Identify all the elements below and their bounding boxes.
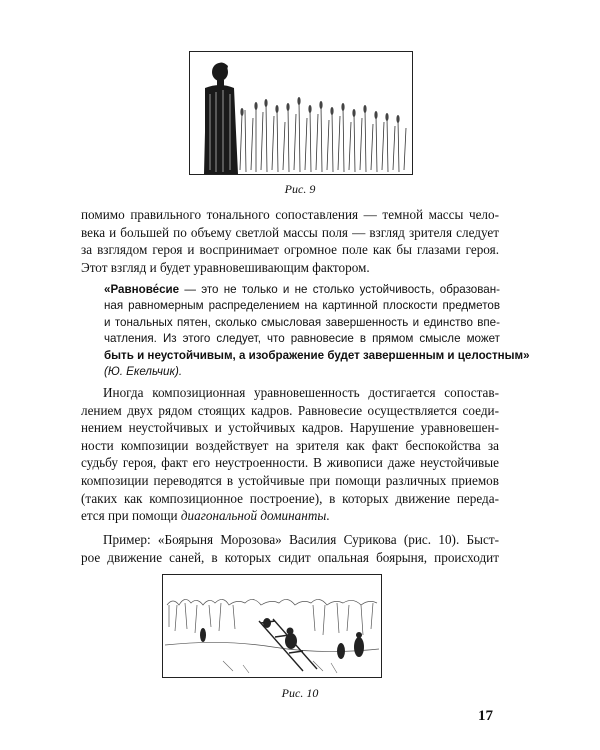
quote-line-1-rest: — это не только и не столько устойчивость, образован- <box>179 283 500 296</box>
paragraph-2-line: судьбу героя, факт его неустроенности. В живописи даже неустойчивые <box>81 455 499 471</box>
paragraph-2-line: (таких как композиционное построение), в которых движение переда- <box>81 490 499 506</box>
figure-10-illustration <box>162 574 382 678</box>
paragraph-1 <box>81 206 499 276</box>
figure-9-caption: Рис. 9 <box>284 182 316 196</box>
paragraph-2-line: Иногда композиционная уравновешенность достигается сопостав- <box>103 385 499 400</box>
quote-bold-line: быть и неустойчивым, а изображение будет завершенным и целостным» <box>104 348 530 362</box>
quote-line <box>104 282 500 298</box>
quote-line: чатления. Из этого следует, что равновесие в прямом смысле может <box>104 332 500 346</box>
figure-10-caption: Рис. 10 <box>281 686 319 700</box>
diagonal-dominant-term: диагональной доминанты <box>180 508 327 524</box>
paragraph-1-line: за взглядом героя и воспринимает огромное поле как бы глазами героя. <box>81 242 499 258</box>
paragraph-2-line: нением неустойчивых и устойчивых кадров. Нарушение уравновешен- <box>81 420 499 436</box>
paragraph-3-line: рое движение саней, в которых сидит опальная боярыня, происходит <box>81 549 499 565</box>
figure-9-illustration <box>189 51 413 175</box>
paragraph-2-last-start: ется при помощи <box>81 508 181 524</box>
paragraph-3-line: Пример: «Боярыня Морозова» Василия Сурикова (рис. 10). Быст- <box>103 532 499 547</box>
definition-quote <box>104 282 530 380</box>
paragraph-2-line <box>81 507 499 525</box>
page-number: 17 <box>478 708 493 724</box>
paragraph-2-line: композиции переводятся в устойчивые при помощи различных приемов <box>81 472 499 488</box>
paragraph-2-line: ности композиции воздействует на зрителя как факт беспокойства за <box>81 437 499 453</box>
paragraph-2-last-end: . <box>326 508 330 524</box>
woman-in-field-sketch <box>190 52 412 174</box>
paragraph-3 <box>81 531 499 566</box>
paragraph-1-line: Этот взгляд и будет уравновешивающим фактором. <box>81 259 370 275</box>
quote-line: ная равномерным распределением на картинной плоскости предметов <box>104 299 500 313</box>
paragraph-2-line: лением двух рядом стоящих кадров. Равновесие осуществляется соеди- <box>81 402 499 418</box>
paragraph-1-line: помимо правильного тонального сопоставления — темной массы чело- <box>81 207 499 222</box>
quote-author: (Ю. Екельчик). <box>104 365 183 379</box>
quote-term: «Равнове́сие <box>104 283 180 296</box>
sled-crowd-sketch <box>163 575 381 677</box>
paragraph-1-line: века и большей по объему светлой массы поля — взгляд зрителя следует <box>81 224 499 240</box>
paragraph-2 <box>81 384 499 525</box>
quote-line: и тональных пятен, сколько смысловая завершенность и единство впе- <box>104 315 500 329</box>
